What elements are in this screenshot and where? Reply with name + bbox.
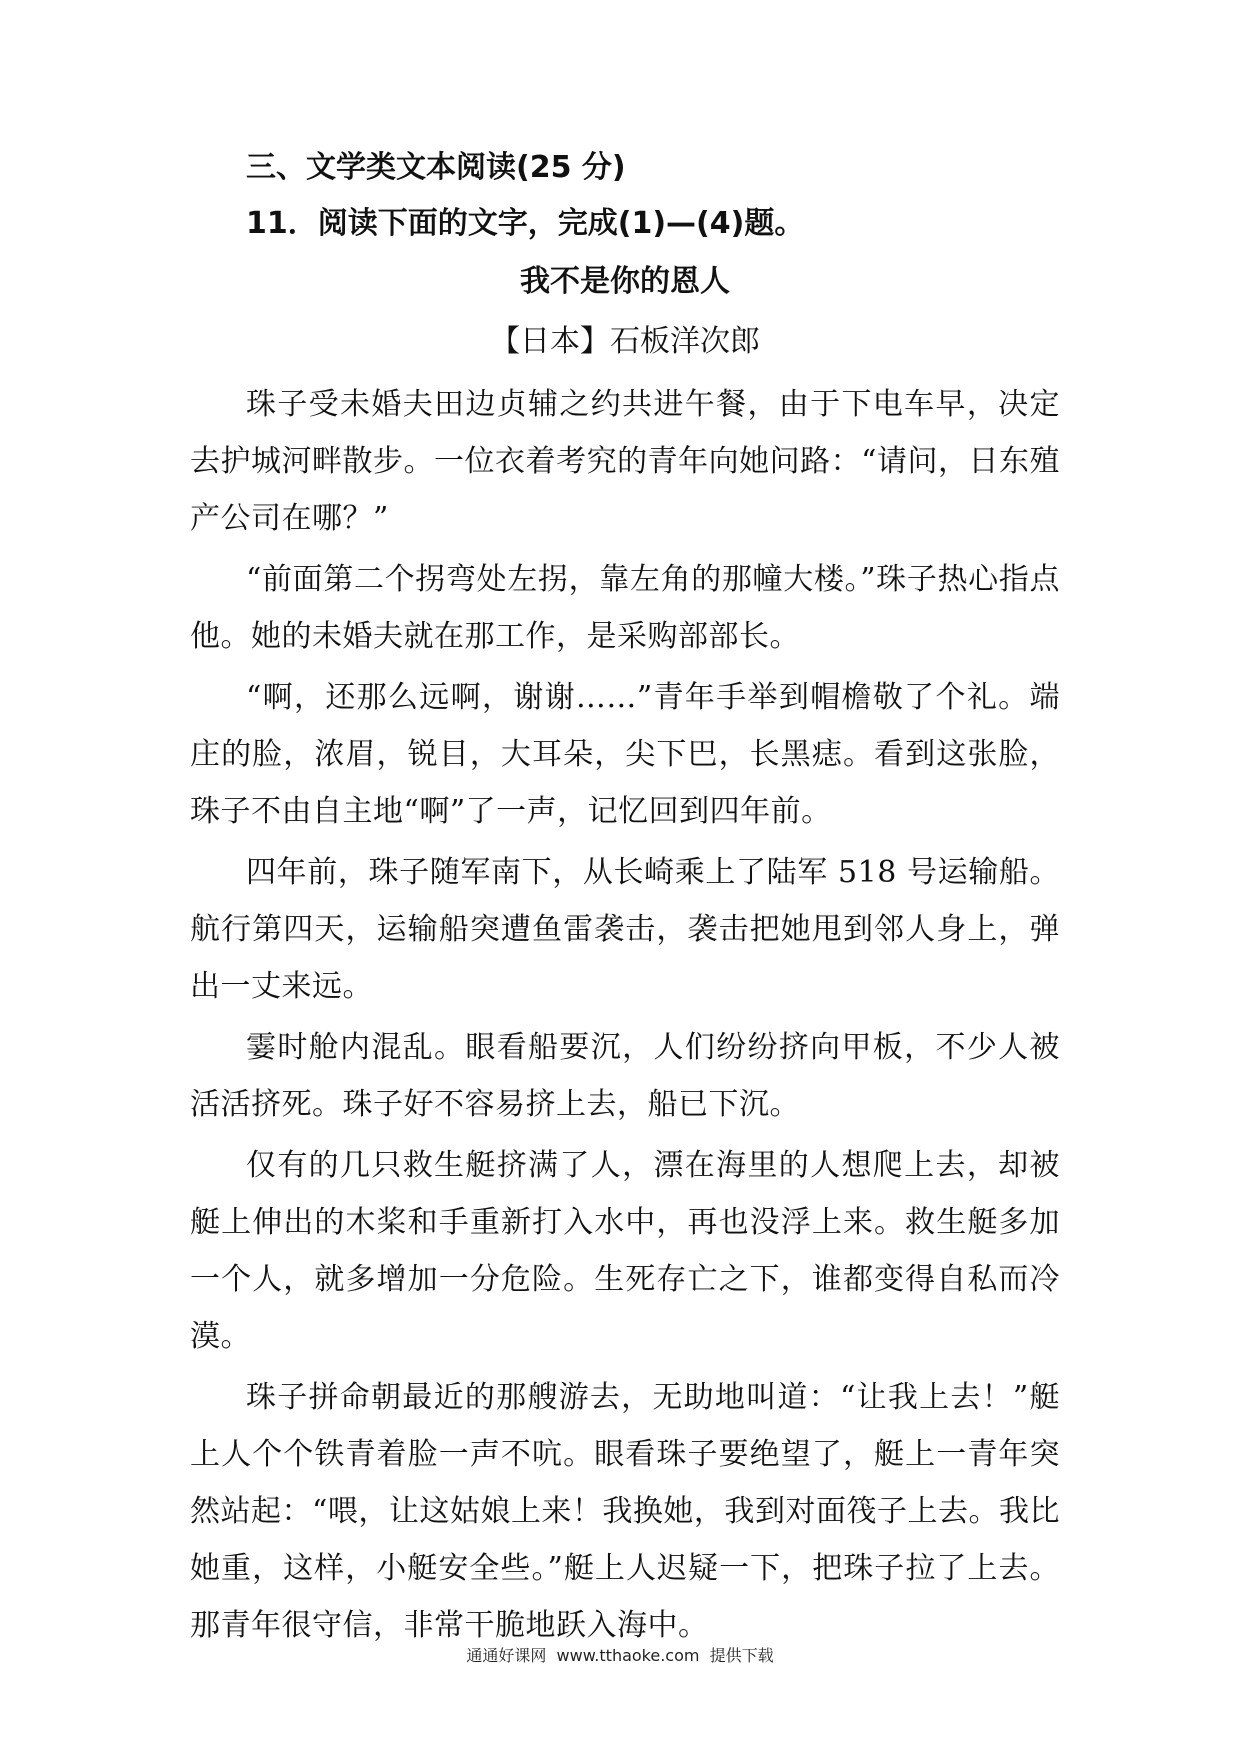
story-author: 【日本】石板洋次郎 [490, 324, 760, 359]
story-paragraph: “啊，还那么远啊，谢谢……”青年手举到帽檐敬了个礼。端庄的脸，浓眉，锐目，大耳朵，尖下巴，长黑痣。看到这张脸，珠子不由自主地“啊”了一声，记忆回到四年前。 [190, 680, 1060, 829]
story-paragraph: 四年前，珠子随军南下，从长崎乘上了陆军 518 号运输船。航行第四天，运输船突遭鱼雷袭击，袭击把她甩到邻人身上，弹出一丈来远。 [190, 855, 1060, 1004]
story-title: 我不是你的恩人 [520, 264, 730, 299]
story-paragraph: 珠子拼命朝最近的那艘游去，无助地叫道：“让我上去！”艇上人个个铁青着脸一声不吭。眼看珠子要绝望了，艇上一青年突然站起：“喂，让这姑娘上来！我换她，我到对面筏子上去。我比她重，这样，小艇安全些。”艇上人迟疑一下，把珠子拉了上去。那青年很守信，非常干脆地跃入海中。 [190, 1380, 1060, 1643]
document-page [190, 140, 1060, 1658]
story-paragraph: “前面第二个拐弯处左拐，靠左角的那幢大楼。”珠子热心指点他。她的未婚夫就在那工作，是采购部部长。 [190, 562, 1060, 654]
section-heading: 三、文学类文本阅读(25 分) [246, 150, 626, 185]
story-paragraph: 霎时舱内混乱。眼看船要沉，人们纷纷挤向甲板，不少人被活活挤死。珠子好不容易挤上去，船已下沉。 [190, 1030, 1060, 1122]
page-footer: 通通好课网 www.tthaoke.com 提供下载 [466, 1646, 774, 1665]
story-paragraph: 仅有的几只救生艇挤满了人，漂在海里的人想爬上去，却被艇上伸出的木桨和手重新打入水中，再也没浮上来。救生艇多加一个人，就多增加一分危险。生死存亡之下，谁都变得自私而冷漠。 [190, 1148, 1060, 1354]
story-paragraph: 珠子受未婚夫田边贞辅之约共进午餐，由于下电车早，决定去护城河畔散步。一位衣着考究的青年向她问路：“请问，日东殖产公司在哪？” [190, 387, 1060, 536]
question-prompt: 11．阅读下面的文字，完成(1)—(4)题。 [246, 206, 805, 241]
